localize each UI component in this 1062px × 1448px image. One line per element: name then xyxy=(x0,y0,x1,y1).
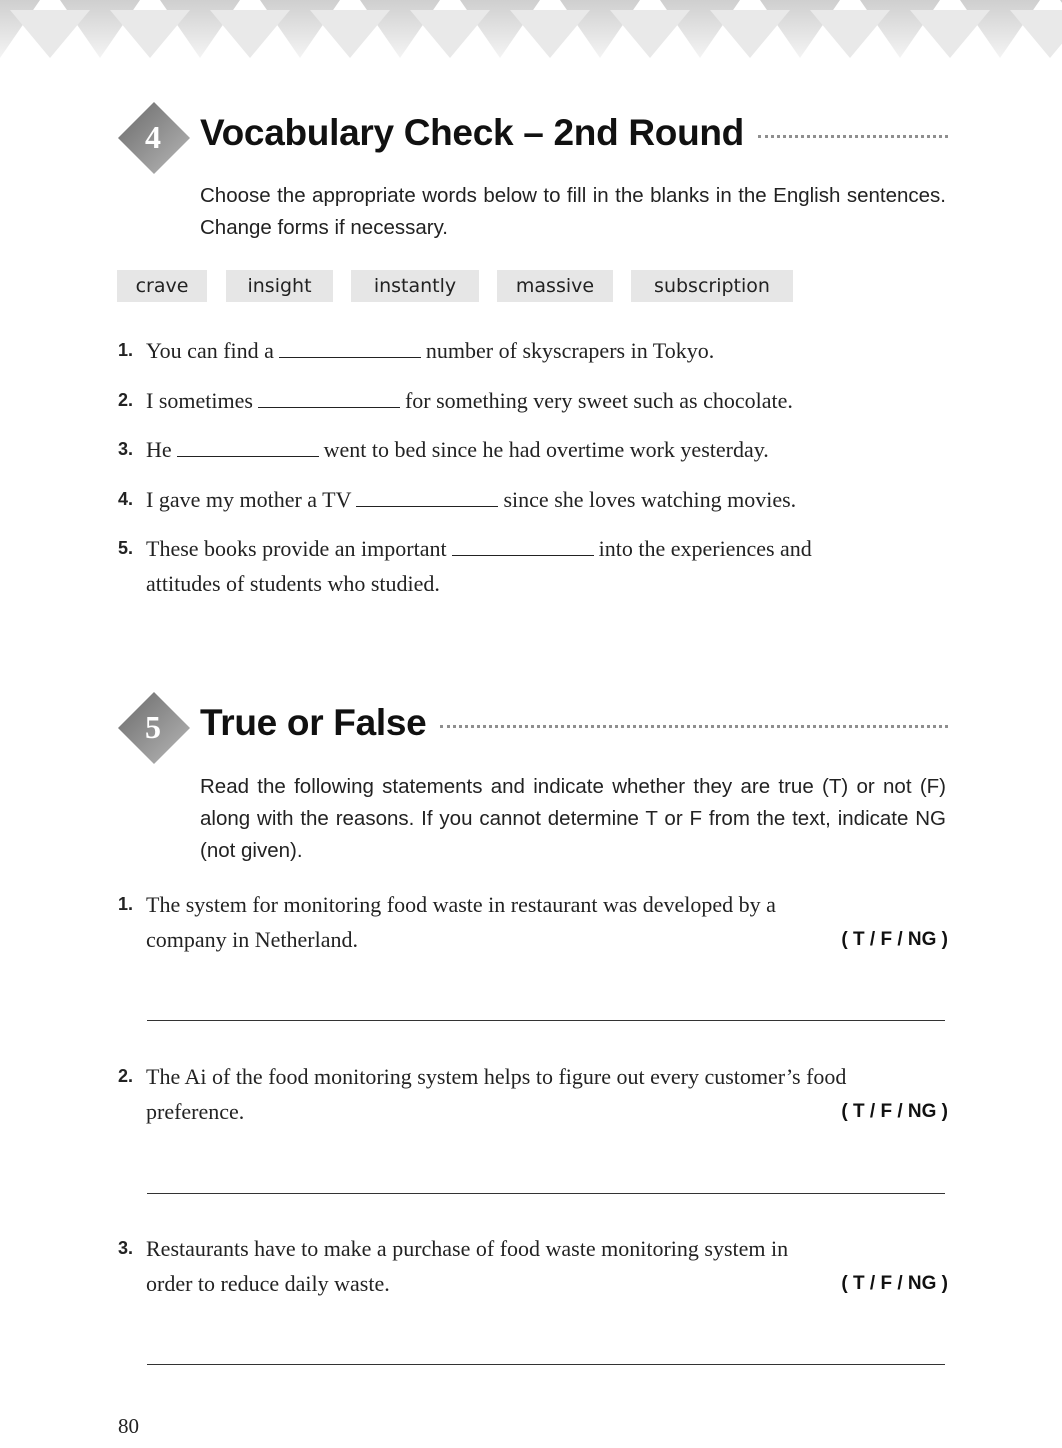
section-4-header xyxy=(118,102,948,182)
word-box-crave: crave xyxy=(117,270,207,302)
statement-line-1: Restaurants have to make a purchase of food waste monitoring system in xyxy=(146,1236,789,1261)
item-number: 1. xyxy=(118,894,134,914)
section-5-number: 5 xyxy=(145,709,161,745)
item-text-after: number of skyscrapers in Tokyo. xyxy=(425,338,715,363)
statement-line-1: The system for monitoring food waste in restaurant was developed by a xyxy=(146,892,776,917)
item-text-after: went to bed since he had overtime work yesterday. xyxy=(323,437,769,462)
item-number: 2. xyxy=(118,1066,134,1086)
tfng-choice[interactable]: ( T / F / NG ) xyxy=(841,1273,948,1294)
fill-blank[interactable] xyxy=(177,432,319,457)
answer-line-3[interactable] xyxy=(147,1364,945,1365)
word-box-subscription: subscription xyxy=(631,270,793,302)
fill-blank[interactable] xyxy=(279,333,421,358)
tfng-choice[interactable]: ( T / F / NG ) xyxy=(841,1101,948,1122)
item-number: 3. xyxy=(118,439,134,459)
fill-blank[interactable] xyxy=(356,482,498,507)
statement-line-2: order to reduce daily waste. xyxy=(146,1271,390,1296)
section-4-instructions: Choose the appropriate words below to fill in the blanks in the English sentences. Change forms if necessary. xyxy=(200,184,946,239)
item-number: 5. xyxy=(118,538,134,558)
vocab-item-1 xyxy=(118,333,948,368)
vocab-item-2 xyxy=(118,383,948,418)
section-5-instructions: Read the following statements and indicate whether they are true (T) or not (F) along with the reasons. If you cannot determine T or F from the text, indicate NG (not given). xyxy=(200,775,946,862)
fill-blank[interactable] xyxy=(452,531,594,556)
word-box-massive: massive xyxy=(497,270,613,302)
section-4-number: 4 xyxy=(145,119,161,155)
item-number: 3. xyxy=(118,1238,134,1258)
word-box-instantly: instantly xyxy=(351,270,479,302)
word-box-insight: insight xyxy=(226,270,333,302)
answer-line-1[interactable] xyxy=(147,1020,945,1021)
item-text-after: for something very sweet such as chocolate. xyxy=(404,388,793,413)
statement-line-1: The Ai of the food monitoring system helps to figure out every customer’s food xyxy=(146,1064,847,1089)
item-text-before: I sometimes xyxy=(146,388,253,413)
item-text-before: I gave my mother a TV xyxy=(146,487,352,512)
item-text-before: You can find a xyxy=(146,338,274,363)
item-text-before: He xyxy=(146,437,172,462)
page-number: 80 xyxy=(118,1414,139,1438)
tf-item-2 xyxy=(118,1059,948,1129)
vocab-item-3 xyxy=(118,432,948,467)
fill-blank[interactable] xyxy=(258,383,400,408)
item-text-continuation: attitudes of students who studied. xyxy=(146,571,440,596)
section-5-header xyxy=(118,692,948,772)
title-dotted-rule xyxy=(440,725,948,728)
item-text-after: since she loves watching movies. xyxy=(503,487,797,512)
tf-item-1 xyxy=(118,887,948,957)
section-4-badge xyxy=(118,102,190,174)
item-text-after: into the experiences and xyxy=(598,536,812,561)
statement-line-2: company in Netherland. xyxy=(146,927,358,952)
decorative-header-band xyxy=(0,0,1062,58)
item-number: 1. xyxy=(118,340,134,360)
tf-item-3 xyxy=(118,1231,948,1301)
statement-line-2: preference. xyxy=(146,1099,245,1124)
item-number: 2. xyxy=(118,390,134,410)
item-number: 4. xyxy=(118,489,134,509)
section-5-badge xyxy=(118,692,190,764)
tfng-choice[interactable]: ( T / F / NG ) xyxy=(841,929,948,950)
section-4-title: Vocabulary Check – 2nd Round xyxy=(200,112,744,153)
title-dotted-rule xyxy=(758,135,948,138)
vocab-item-4 xyxy=(118,482,948,517)
section-5-title: True or False xyxy=(200,702,427,743)
item-text-before: These books provide an important xyxy=(146,536,447,561)
answer-line-2[interactable] xyxy=(147,1193,945,1194)
vocab-item-5 xyxy=(118,531,948,601)
